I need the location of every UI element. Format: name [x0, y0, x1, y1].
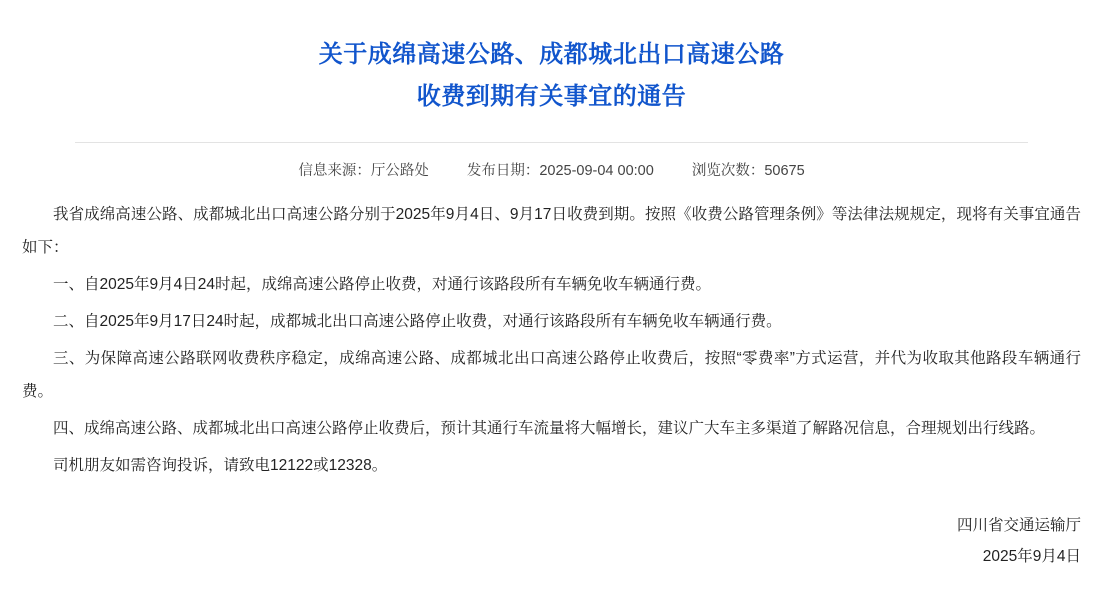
signature-date: 2025年9月4日: [982, 548, 1081, 565]
paragraph: 一、自2025年9月4日24时起，成绵高速公路停止收费，对通行该路段所有车辆免收车辆通行费。: [53, 276, 711, 293]
paragraph: 司机朋友如需咨询投诉，请致电12122或12328。: [53, 457, 388, 474]
title-line-1: 关于成绵高速公路、成都城北出口高速公路: [318, 41, 785, 68]
document-title: [0, 0, 1103, 118]
document-signature: [22, 510, 1081, 572]
meta-views-label: 浏览次数：: [691, 163, 765, 179]
meta-source-value: 厅公路处: [370, 163, 429, 179]
paragraph: 三、为保障高速公路联网收费秩序稳定，成绵高速公路、成都城北出口高速公路停止收费后，按照“零费率”方式运营，并代为收取其他路段车辆通行费。: [22, 350, 1081, 400]
header-divider: [75, 142, 1028, 143]
meta-date-label: 发布日期：: [466, 163, 540, 179]
meta-source-label: 信息来源：: [298, 163, 371, 179]
signature-organization: 四川省交通运输厅: [956, 517, 1081, 534]
document-meta: [0, 159, 1103, 180]
paragraph: 四、成绵高速公路、成都城北出口高速公路停止收费后，预计其通行车流量将大幅增长，建议广大车主多渠道了解路况信息，合理规划出行线路。: [53, 420, 1046, 437]
document-body: [22, 198, 1081, 486]
meta-date-value: 2025-09-04 00:00: [539, 163, 654, 179]
paragraph: 二、自2025年9月17日24时起，成都城北出口高速公路停止收费，对通行该路段所有车辆免收车辆通行费。: [53, 313, 782, 330]
paragraph: 我省成绵高速公路、成都城北出口高速公路分别于2025年9月4日、9月17日收费到期。按照《收费公路管理条例》等法律法规规定，现将有关事宜通告如下：: [22, 206, 1081, 256]
title-line-2: 收费到期有关事宜的通告: [416, 83, 687, 110]
meta-views-value: 50675: [764, 163, 805, 179]
